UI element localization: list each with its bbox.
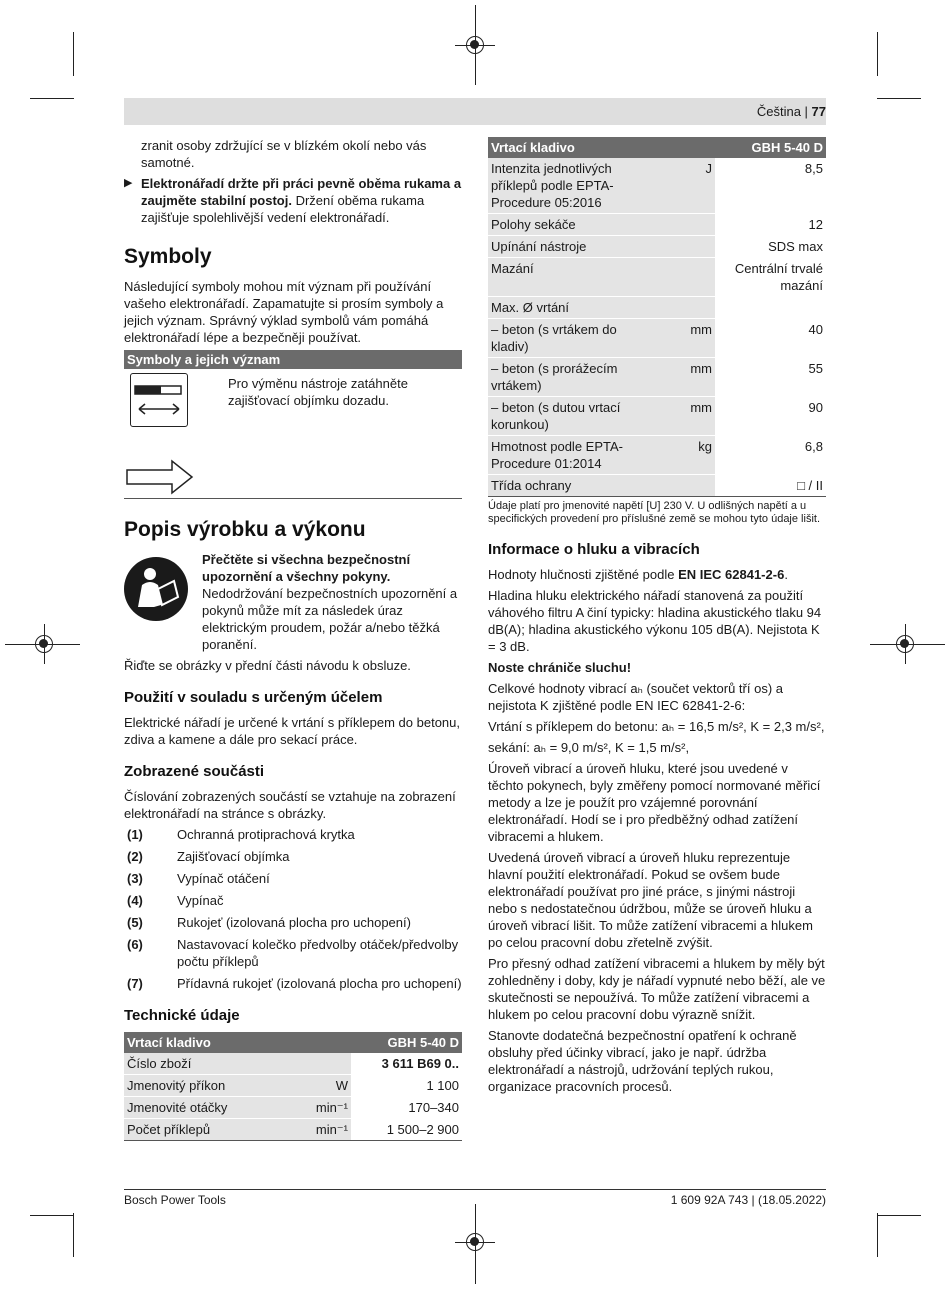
row-unit: mm [658,358,715,397]
noise-standard: EN IEC 62841-2-6 [678,567,785,582]
item-text: Vypínač otáčení [177,871,270,886]
tech-data-table [124,1032,462,1141]
symbol-description: Pro výměnu nástroje zatáhněte zajišťovací objímku dozadu. [228,376,408,408]
row-label: Hmotnost podle EPTA-Procedure 01:2014 [488,436,658,475]
row-unit [658,475,715,497]
row-label: Upínání nástroje [488,236,658,258]
row-unit: J [658,158,715,214]
row-unit [658,297,715,319]
table-header-cell: GBH 5-40 D [351,1032,462,1053]
registration-mark-icon [35,635,53,653]
item-number: (3) [127,871,143,886]
registration-mark-icon [466,1233,484,1251]
table-row [488,214,826,236]
row-unit: min⁻¹ [294,1119,351,1141]
footer-doc-number: 1 609 92A 743 | (18.05.2022) [670,1193,826,1207]
registration-mark-icon [896,635,914,653]
warning-text: Nedodržování bezpečnostních upozornění a pokynů může mít za následek úraz elektrickým proudem, požár a/nebo těžká poranění. [202,586,458,652]
item-text: Vypínač [177,893,224,908]
table-row [488,319,826,358]
table-row [488,436,826,475]
table-note: Údaje platí pro jmenovité napětí [U] 230 V. U odlišných napětí a u specifických provedení pro příslušné země se mohou tyto údaje lišit. [488,500,820,525]
header-language: Čeština [756,104,801,119]
table-row [124,1075,462,1097]
table-row [124,1053,462,1075]
crop-mark [30,98,74,99]
row-value: Centrální trvalé mazání [715,258,826,297]
table-row [488,258,826,297]
list-item [124,892,462,909]
list-item [124,870,462,887]
table-row [488,297,826,319]
table-row [488,475,826,497]
components-text: Číslování zobrazených součástí se vztahuje na zobrazení elektronářadí na stránce s obrázky. [124,789,456,821]
row-value: 3 611 B69 0.. [351,1053,462,1075]
row-label: Mazání [488,258,658,297]
row-unit: W [294,1075,351,1097]
item-text: Nastavovací kolečko předvolby otáček/předvolby počtu příklepů [177,937,459,969]
list-item [124,936,462,970]
read-manual-icon [124,557,188,621]
table-row [124,1119,462,1141]
vibration-chiselling: sekání: aₕ = 9,0 m/s², K = 1,5 m/s², [488,740,690,755]
crop-mark [877,98,921,99]
row-value: 90 [715,397,826,436]
registration-mark-icon [466,36,484,54]
row-label: Max. Ø vrtání [488,297,658,319]
item-text: Zajišťovací objímka [177,849,290,864]
tech-data-heading: Technické údaje [124,1007,240,1024]
list-item [124,914,462,931]
row-label: – beton (s prorážecím vrtákem) [488,358,658,397]
list-item [124,975,462,992]
row-value: 40 [715,319,826,358]
table-row [488,397,826,436]
row-label: – beton (s dutou vrtací korunkou) [488,397,658,436]
table-header-cell: GBH 5-40 D [715,137,826,158]
row-value: 170–340 [351,1097,462,1119]
item-text: Přídavná rukojeť (izolovaná plocha pro uchopení) [177,976,462,991]
header-band [124,98,826,125]
row-value: 8,5 [715,158,826,214]
noise-standard-line: Hodnoty hlučnosti zjištěné podle EN IEC 62841-2-6. [488,567,788,582]
tech-data-table-continued [488,137,826,497]
list-item [124,848,462,865]
product-heading: Popis výrobku a výkonu [124,518,366,541]
components-list [124,826,462,992]
bullet-arrow-icon: ▶ [124,177,133,189]
vibration-para-4: Stanovte dodatečná bezpečnostní opatření k ochraně obsluhy před účinky vibrací, jako je např. údržba elektronářadí a nástrojů, udržování teplých rukou, organizace pracovních procesů. [488,1028,797,1094]
crop-mark [877,1215,921,1216]
item-text: Ochranná protiprachová krytka [177,827,355,842]
bullet-bold: Elektronářadí držte při práci pevně oběma rukama a zaujměte stabilní postoj. [141,176,462,208]
intended-use-text: Elektrické nářadí je určené k vrtání s příklepem do betonu, zdiva a kamene a dále pro sekací práce. [124,715,461,747]
pull-back-arrow-icon [126,459,196,495]
row-unit [294,1053,351,1075]
row-label: – beton (s vrtákem do kladiv) [488,319,658,358]
crop-mark [30,1215,74,1216]
noise-levels: Hladina hluku elektrického nářadí stanovená za použití váhového filtru A činí typicky: hladina akustického tlaku 94 dB(A); hladina akustického výkonu 105 dB(A). Nejistota K = 3 dB. [488,588,822,654]
row-value: 6,8 [715,436,826,475]
crop-mark [877,1213,878,1257]
locking-sleeve-icon [130,373,188,427]
vibration-drilling: Vrtání s příklepem do betonu: aₕ = 16,5 m/s², K = 2,3 m/s², [488,719,825,734]
row-label: Počet příklepů [124,1119,294,1141]
row-unit [658,258,715,297]
item-number: (2) [127,849,143,864]
item-text: Rukojeť (izolovaná plocha pro uchopení) [177,915,411,930]
item-number: (5) [127,915,143,930]
table-row [488,158,826,214]
row-unit: mm [658,319,715,358]
table-header-row [488,137,826,158]
row-value: □ / II [715,475,826,497]
row-value: SDS max [715,236,826,258]
row-value [715,297,826,319]
right-column [488,137,826,1099]
table-header-row [124,1032,462,1053]
table-row [488,358,826,397]
table-header-cell: Vrtací kladivo [124,1032,351,1053]
figures-note: Řiďte se obrázky v přední části návodu k obsluze. [124,658,411,673]
row-unit: kg [658,436,715,475]
row-unit: min⁻¹ [294,1097,351,1119]
footer-rule [124,1189,826,1190]
vibration-para-2: Uvedená úroveň vibrací a úroveň hluku reprezentuje hlavní použití elektronářadí. Pokud se ovšem bude elektronářadí používat pro jiné práce, s jinými nástroji nebo s nedostatečnou údržbou, může se úroveň hluku a úroveň vibrací lišit. To může zatížení vibracemi a hlukem po celou pracovní dobu zřetelně zvýšit. [488,850,813,950]
table-header-cell: Vrtací kladivo [488,137,715,158]
crop-mark [73,32,74,76]
row-label: Jmenovité otáčky [124,1097,294,1119]
ear-protection-note: Noste chrániče sluchu! [488,660,632,675]
row-value: 1 100 [351,1075,462,1097]
crop-mark [73,1213,74,1257]
footer-brand: Bosch Power Tools [124,1193,226,1207]
intro-line: zranit osoby zdržující se v blízkém okolí nebo vás samotné. [141,138,427,170]
row-value: 12 [715,214,826,236]
symbols-table-header: Symboly a jejich význam [124,350,462,369]
symbols-table [124,369,462,499]
bullet-text: Držení oběma rukama zajišťuje spolehlivější vedení elektronářadí. [141,193,425,225]
intended-use-heading: Použití v souladu s určeným účelem [124,689,383,706]
bullet-item [124,175,462,226]
table-row [124,1097,462,1119]
row-label: Číslo zboží [124,1053,294,1075]
row-value: 55 [715,358,826,397]
page-header: Čeština | 77 [756,104,826,119]
row-label: Polohy sekáče [488,214,658,236]
row-value: 1 500–2 900 [351,1119,462,1141]
vibration-para-1: Úroveň vibrací a úroveň hluku, které jsou uvedené v těchto pokynech, byly změřeny pomocí normované měřicí metody a lze je použít pro vzájemné porovnání elektronářadí. Hodí se i pro předběžný odhad zatížení vibracemi a hlukem. [488,761,821,844]
row-label: Jmenovitý příkon [124,1075,294,1097]
item-number: (1) [127,827,143,842]
vibration-intro: Celkové hodnoty vibrací aₕ (součet vektorů tří os) a nejistota K zjištěné podle EN IEC 62841-2-6: [488,681,784,713]
warning-bold: Přečtěte si všechna bezpečnostní upozornění a všechny pokyny. [202,552,411,584]
row-unit [658,236,715,258]
table-row [488,236,826,258]
symbols-text: Následující symboly mohou mít význam při používání vašeho elektronářadí. Zapamatujte si prosím symboly a jejich význam. Správný výklad symbolů vám pomáhá elektronářadí lépe a bezpečněji používat. [124,279,444,345]
row-label: Intenzita jednotlivých příklepů podle EPTA-Procedure 05:2016 [488,158,658,214]
noise-heading: Informace o hluku a vibracích [488,541,700,558]
crop-mark [877,32,878,76]
noise-standard-prefix: Hodnoty hlučnosti zjištěné podle [488,567,675,582]
row-label: Třída ochrany [488,475,658,497]
safety-warning [124,551,462,653]
left-column [124,137,462,1141]
item-number: (4) [127,893,143,908]
list-item [124,826,462,843]
page-number: 77 [811,104,826,119]
row-unit: mm [658,397,715,436]
item-number: (6) [127,937,143,952]
row-unit [658,214,715,236]
components-heading: Zobrazené součásti [124,763,265,780]
item-number: (7) [127,976,143,991]
symbols-heading: Symboly [124,245,212,268]
vibration-para-3: Pro přesný odhad zatížení vibracemi a hlukem by měly být zohledněny i doby, kdy je nářadí vypnuté nebo běží, ale ve skutečnosti se nepoužívá. To může zatížení vibracemi a hlukem po celou pracovní dobu výrazně snížit. [488,956,826,1022]
